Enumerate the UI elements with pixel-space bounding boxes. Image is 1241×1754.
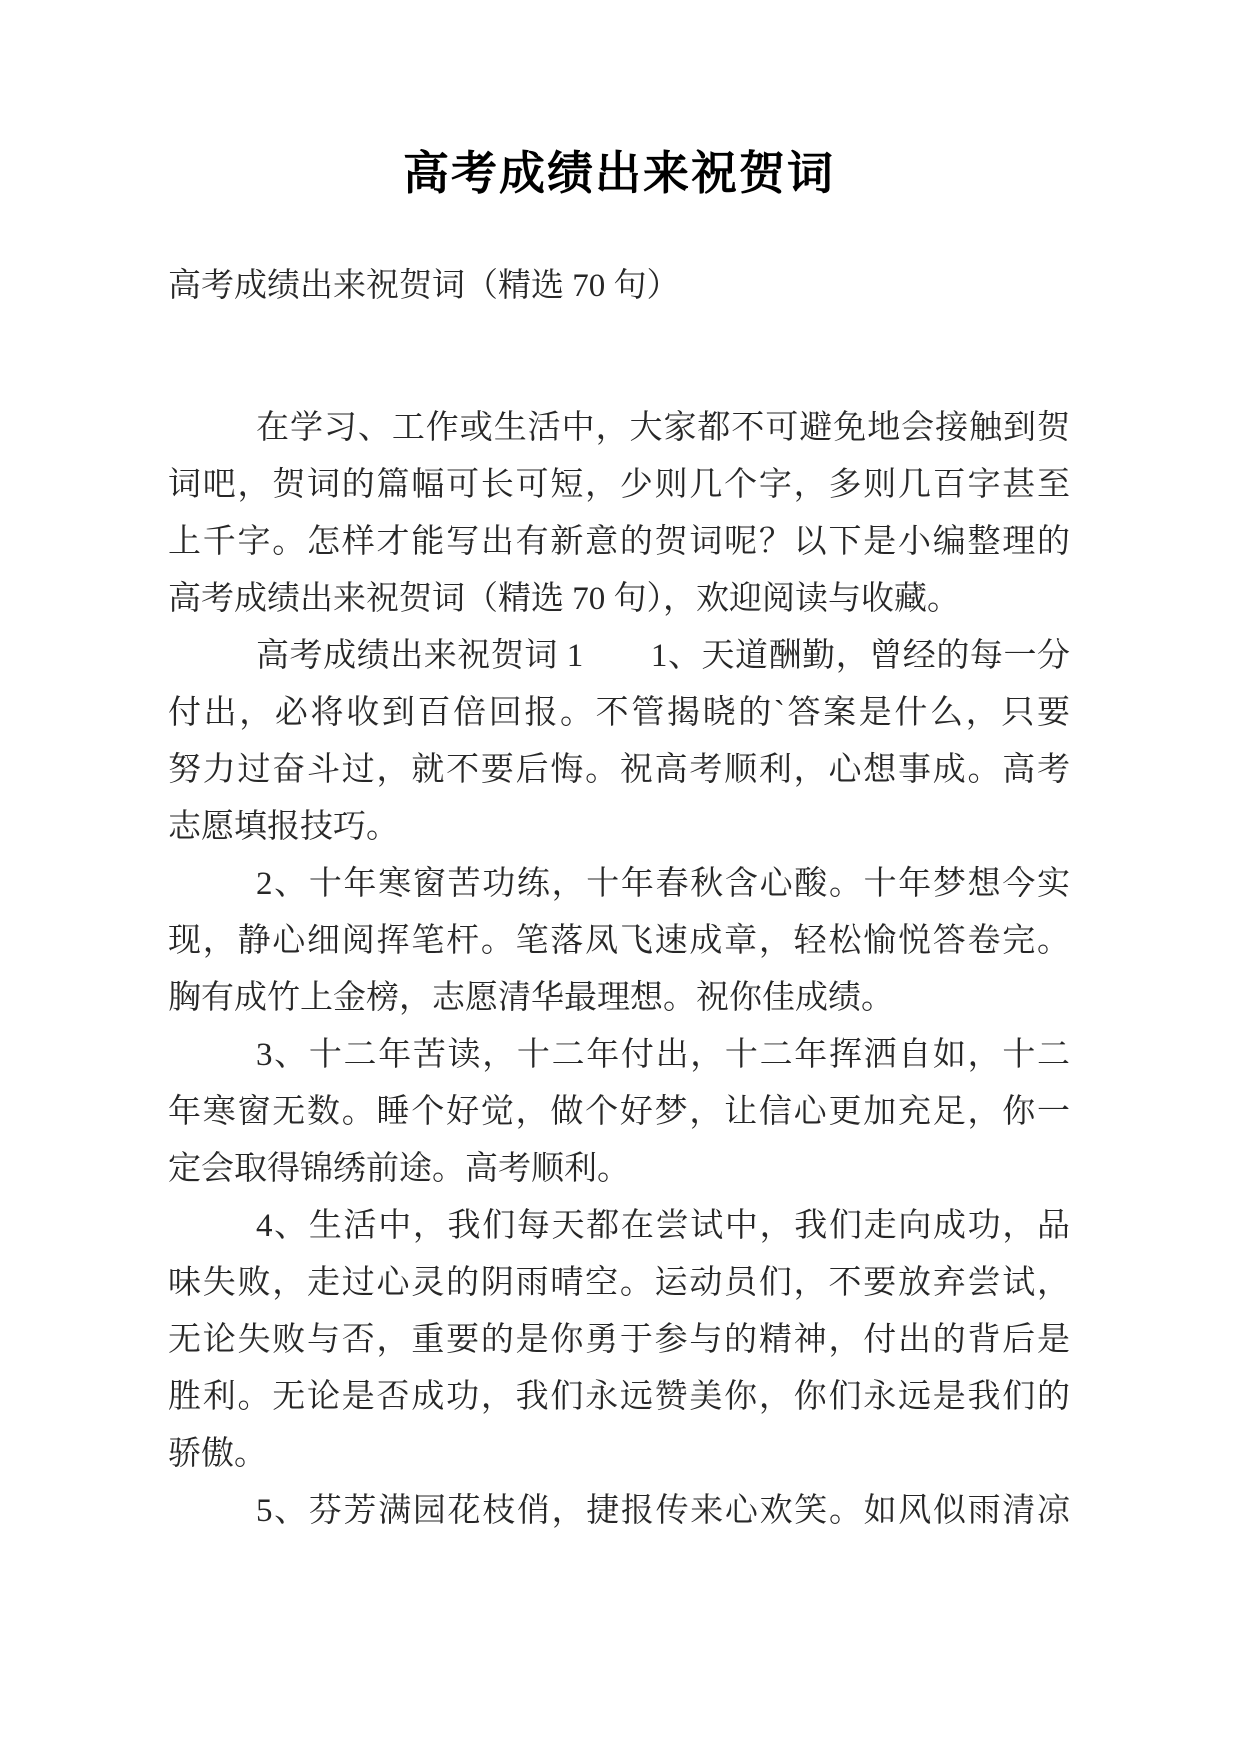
text-line: 定会取得锦绣前途。高考顺利。 <box>168 1151 630 1187</box>
paragraph <box>168 1198 1070 1483</box>
text-line: 胸有成竹上金榜，志愿清华最理想。祝你佳成绩。 <box>168 980 894 1016</box>
text-line: 高考成绩出来祝贺词 1 1、天道酬勤，曾经的每一分 <box>256 638 1070 674</box>
text-line: 骄傲。 <box>168 1436 267 1472</box>
text-line: 5、芬芳满园花枝俏，捷报传来心欢笑。如风似雨清凉 <box>256 1493 1070 1529</box>
document-subtitle: 高考成绩出来祝贺词（精选 70 句） <box>168 268 680 304</box>
text-line: 3、十二年苦读，十二年付出，十二年挥洒自如，十二 <box>256 1037 1070 1073</box>
text-line: 在学习、工作或生活中，大家都不可避免地会接触到贺 <box>256 410 1070 446</box>
paragraph <box>168 856 1070 1027</box>
page-title: 高考成绩出来祝贺词 <box>403 148 835 199</box>
text-line: 志愿填报技巧。 <box>168 809 399 845</box>
paragraph <box>168 400 1070 628</box>
text-line: 上千字。怎样才能写出有新意的贺词呢？以下是小编整理的 <box>168 524 1070 560</box>
text-line: 高考成绩出来祝贺词（精选 70 句），欢迎阅读与收藏。 <box>168 581 960 617</box>
text-line: 味失败，走过心灵的阴雨晴空。运动员们，不要放弃尝试， <box>168 1265 1070 1301</box>
paragraph <box>168 1483 1070 1540</box>
text-line: 词吧，贺词的篇幅可长可短，少则几个字，多则几百字甚至 <box>168 467 1070 503</box>
document-body <box>168 400 1070 1540</box>
text-line: 胜利。无论是否成功，我们永远赞美你，你们永远是我们的 <box>168 1379 1070 1415</box>
paragraph <box>168 1027 1070 1198</box>
text-line: 无论失败与否，重要的是你勇于参与的精神，付出的背后是 <box>168 1322 1070 1358</box>
text-line: 努力过奋斗过，就不要后悔。祝高考顺利，心想事成。高考 <box>168 752 1070 788</box>
text-line: 付出，必将收到百倍回报。不管揭晓的`答案是什么，只要 <box>168 695 1070 731</box>
text-line: 现，静心细阅挥笔杆。笔落凤飞速成章，轻松愉悦答卷完。 <box>168 923 1070 959</box>
text-line: 4、生活中，我们每天都在尝试中，我们走向成功，品 <box>256 1208 1070 1244</box>
document-content <box>168 0 1070 1540</box>
text-line: 年寒窗无数。睡个好觉，做个好梦，让信心更加充足，你一 <box>168 1094 1070 1130</box>
paragraph <box>168 628 1070 856</box>
text-line: 2、十年寒窗苦功练，十年春秋含心酸。十年梦想今实 <box>256 866 1070 902</box>
